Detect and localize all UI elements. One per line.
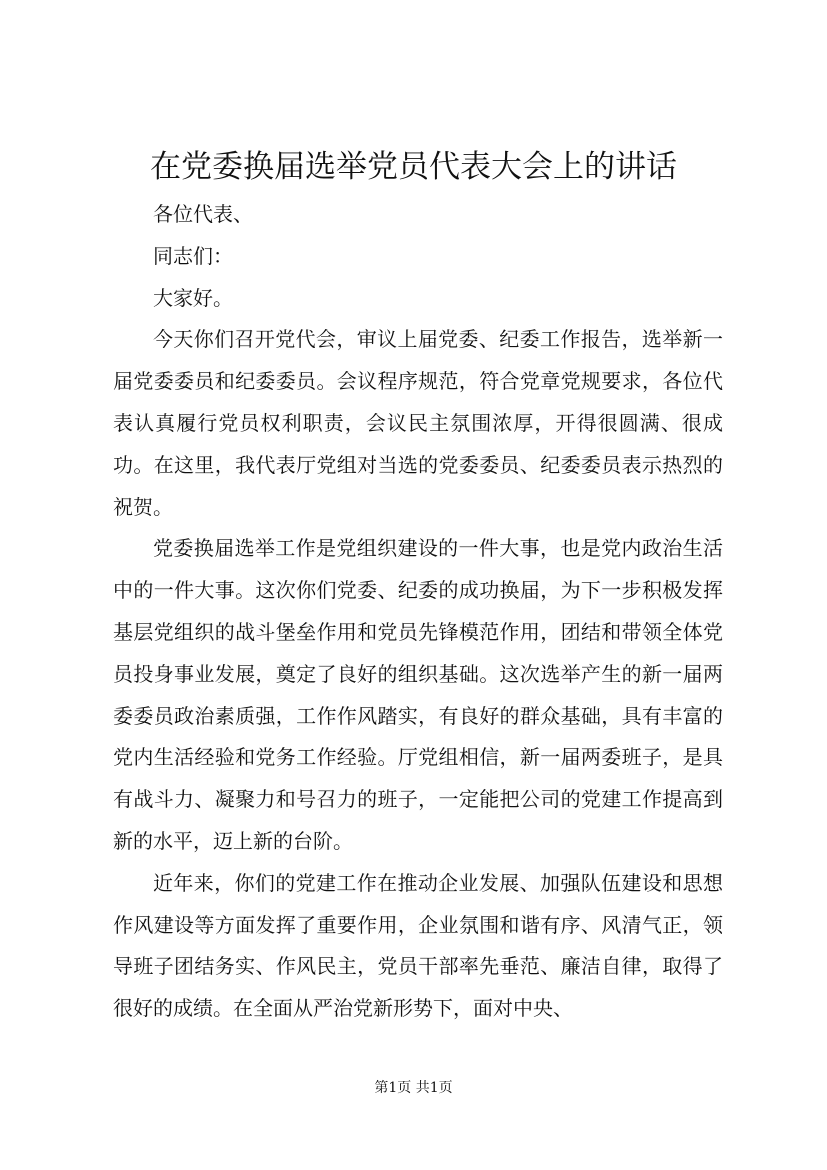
salutation-comrades: 同志们： (153, 243, 233, 268)
paragraph-recent-achievements: 近年来，你们的党建工作在推动企业发展、加强队伍建设和思想作风建设等方面发挥了重要作用，企业氛围和谐有序、风清气正，领导班子团结务实、作风民主，党员干部率先垂范、廉洁自律，取得了很好的成绩。在全面从严治党新形势下，面对中央、 (113, 870, 723, 1021)
paragraph-election-significance: 党委换届选举工作是党组织建设的一件大事，也是党内政治生活中的一件大事。这次你们党委、纪委的成功换届，为下一步积极发挥基层党组织的战斗堡垒作用和党员先锋模范作用，团结和带领全体党员投身事业发展，奠定了良好的组织基础。这次选举产生的新一届两委委员政治素质强，工作作风踏实，有良好的群众基础，具有丰富的党内生活经验和党务工作经验。厅党组相信，新一届两委班子，是具有战斗力、凝聚力和号召力的班子，一定能把公司的党建工作提高到新的水平，迈上新的台阶。 (113, 536, 723, 853)
document-title: 在党委换届选举党员代表大会上的讲话 (150, 149, 677, 185)
page-number-footer: 第1页 共1页 (374, 1080, 453, 1096)
salutation-delegates: 各位代表、 (153, 202, 253, 226)
document-body (113, 194, 723, 1030)
greeting: 大家好。 (153, 285, 233, 310)
paragraph-congratulations: 今天你们召开党代会，审议上届党委、纪委工作报告，选举新一届党委委员和纪委委员。会议程序规范，符合党章党规要求，各位代表认真履行党员权利职责，会议民主氛围浓厚，开得很圆满、很成功。在这里，我代表厅党组对当选的党委委员、纪委委员表示热烈的祝贺。 (113, 327, 723, 519)
